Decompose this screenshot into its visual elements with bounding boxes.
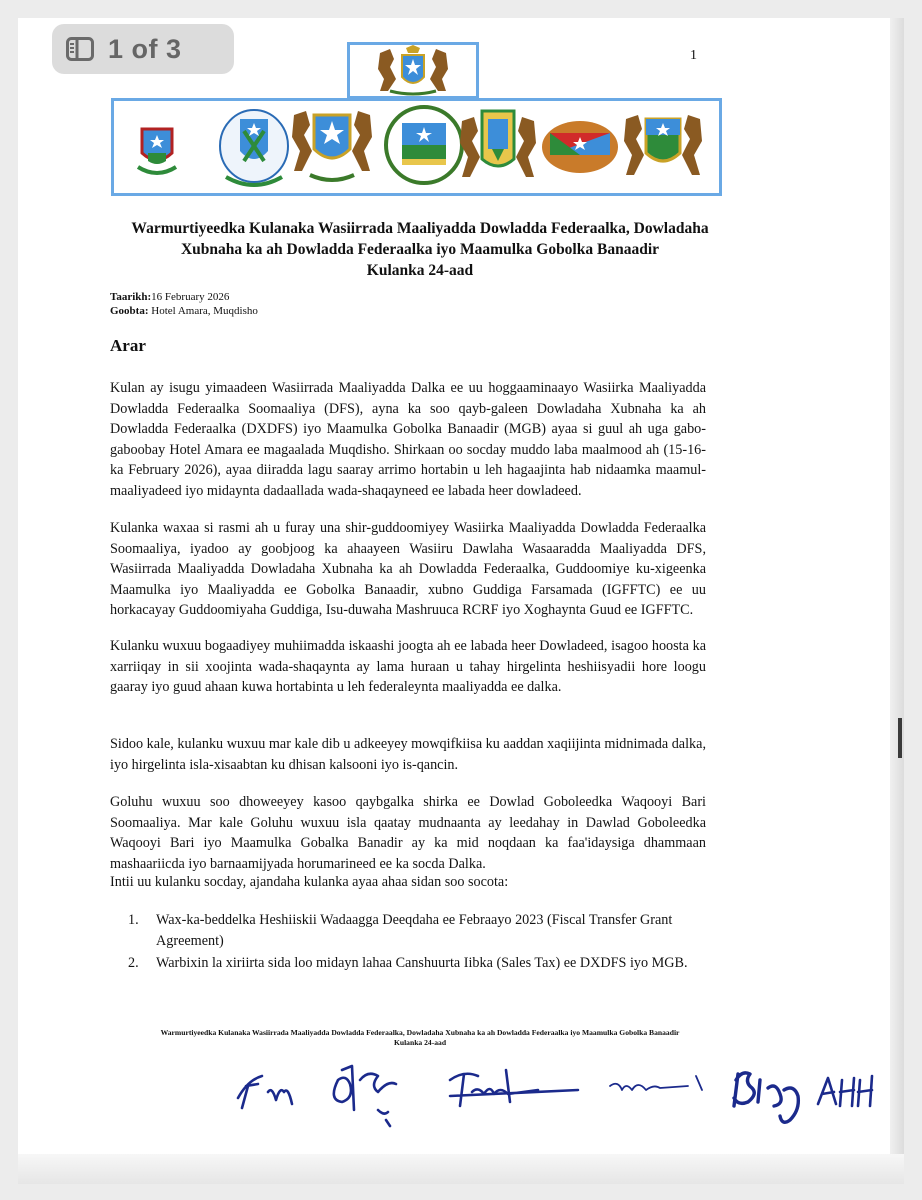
meeting-meta xyxy=(110,290,258,318)
title-line-2: Xubnaha ka ah Dowladda Federaalka iyo Maamulka Gobolka Banaadir xyxy=(180,241,660,258)
date-label: Taarikh: xyxy=(110,291,152,303)
paragraph-6: Intii uu kulanku socday, ajandaha kulanka ayaa ahaa sidan soo socota: xyxy=(110,874,509,890)
title-line-1: Warmurtiyeedka Kulanaka Wasiirrada Maaliyadda Dowladda Federaalka, Dowladaha xyxy=(131,220,709,237)
paragraph-2: Kulanka waxaa si rasmi ah u furay una shir-guddoomiyey Wasiirka Maaliyadda Dowladda Federaalka Soomaaliya, iyadoo ay goobjoog ka ahaayeen Wasiiru Dawlaha Wasaaradda Maaliyadda DFS, Wasiirrada Maaliyadda Dowladaha Xubnaha ka ah Dowladda Federaalka, Guddoomiye ku-xigeenka Maamulka iyo Maaliyadda ee Gobolka Banaadir, xubno Guddiga Farsamada (IGFFTC) ee uu horkacayay Guddoomiyaha Guddiga, Isu-duwaha Mashruuca RCRF iyo Xoghaynta Guud ee IGFFTC. xyxy=(110,520,706,618)
signature-ahh xyxy=(818,1076,872,1106)
signature-fm xyxy=(238,1076,292,1108)
paragraph-3: Kulanku wuxuu bogaadiyey muhiimadda iskaashi joogta ah ee labada heer Dowladeed, isagoo hoosta ka xarriiqay in sii xoojinta wada-shaqaynta ay lama huraan u tahay hirgelinta heshiisyadii hore loogu gaaray iyo guud ahaan kuwa hortabinta u leh federaleynta maaliyadda ee dalka. xyxy=(110,638,706,695)
section-heading: Arar xyxy=(110,336,146,355)
galmudug-seal-icon xyxy=(220,110,288,185)
place-label: Goobta: xyxy=(110,305,149,317)
paragraph-4: Sidoo kale, kulanku wuxuu mar kale dib u adkeeyey mowqifkiisa ku aaddan xaqiijinta midnimada dalka, iyo hirgelinta isla-xisaabtan ku dhisan kalsooni iyo is-qancin. xyxy=(110,736,706,773)
footer-line-1: Warmurtiyeedka Kulanaka Wasiirrada Maaliyadda Dowladda Federaalka, Dowladaha Xubnaha ka ah Dowladda Federaalka iyo Maamulka Gobolka Banaadir xyxy=(160,1028,680,1037)
page-edge-shadow xyxy=(890,18,904,1184)
benadir-seal-icon xyxy=(460,111,536,177)
agenda-item: 1. Wax-ka-beddelka Heshiiskii Wadaagga Deeqdaha ee Febraayo 2023 (Fiscal Transfer Grant Agreement) xyxy=(128,912,673,949)
sidebar-toggle-icon[interactable] xyxy=(66,37,94,61)
signature-3 xyxy=(450,1070,578,1106)
title-line-3: Kulanka 24-aad xyxy=(366,262,474,279)
date-value: 16 February 2026 xyxy=(151,291,230,303)
somalia-federal-seal-icon xyxy=(292,111,372,180)
member-states-emblem-band xyxy=(111,98,722,196)
hirshabelle-seal-icon xyxy=(386,107,462,183)
federal-emblem-box xyxy=(347,42,479,99)
jubaland-seal-icon xyxy=(624,115,702,175)
document-title xyxy=(110,218,730,281)
signature-2 xyxy=(334,1066,396,1126)
paragraph-5: Goluhu wuxuu soo dhoweeyey kasoo qaybgalka shirka ee Dowlad Goboleedka Waqooyi Bari Soomaaliya. Mar kale Goluhu wuxuu isla qaatay mudnaanta ay leedahay in Dawlad Goboleedka Waqooyi Bari iyo Maamulka Gobalka Banadir ay ka mid noqdaan ka faa'idaysiga dhammaan mashaariicda iyo barnaamijyada horumarineed ee ka socda Dalka. xyxy=(110,794,706,872)
agenda-list xyxy=(128,910,706,976)
agenda-item: 2. Warbixin la xiriirta sida loo midayn lahaa Canshuurta Iibka (Sales Tax) ee DXDFS iyo MGB. xyxy=(128,955,688,971)
page-number: 1 xyxy=(690,48,697,63)
footer-line-2: Kulanka 24-aad xyxy=(393,1038,447,1047)
scroll-indicator[interactable] xyxy=(898,718,902,758)
signatures xyxy=(228,1040,900,1128)
page-indicator-label: 1 of 3 xyxy=(108,33,182,64)
somalia-coat-of-arms-icon xyxy=(350,45,476,96)
signature-btg xyxy=(734,1073,798,1122)
paragraph-1: Kulan ay isugu yimaadeen Wasiirrada Maaliyadda Dalka ee uu hoggaaminaayo Wasiirka Maaliyadda Dowladda Federaalka Soomaaliya (DFS), ayna ka soo qayb-galeen Dowladaha Xubnaha ka ah Dowladda Federaalka (DXDFS) iyo Maamulka Gobolka Banaadir (MGB) ayaa si guul ah uga gabo-gaboobay Hotel Amara ee magaalada Muqdisho. Shirkaan oo socday muddo laba maalmood ah (15-16-ka February 2026), ayaa diiradda lagu saaray arrimo hortabin u leh hagaajinta hab nidaamka maamul-maaliyadeed iyo midaynta dadaallada wada-shaqayneed ee labada heer dowladeed. xyxy=(110,380,706,499)
place-value: Hotel Amara, Muqdisho xyxy=(148,305,258,317)
page-indicator[interactable] xyxy=(52,24,234,74)
page-bottom-shadow xyxy=(18,1154,904,1184)
signature-4 xyxy=(610,1076,702,1090)
puntland-seal-icon xyxy=(138,129,176,173)
southwest-seal-icon xyxy=(542,121,618,173)
regional-emblems xyxy=(114,101,719,193)
